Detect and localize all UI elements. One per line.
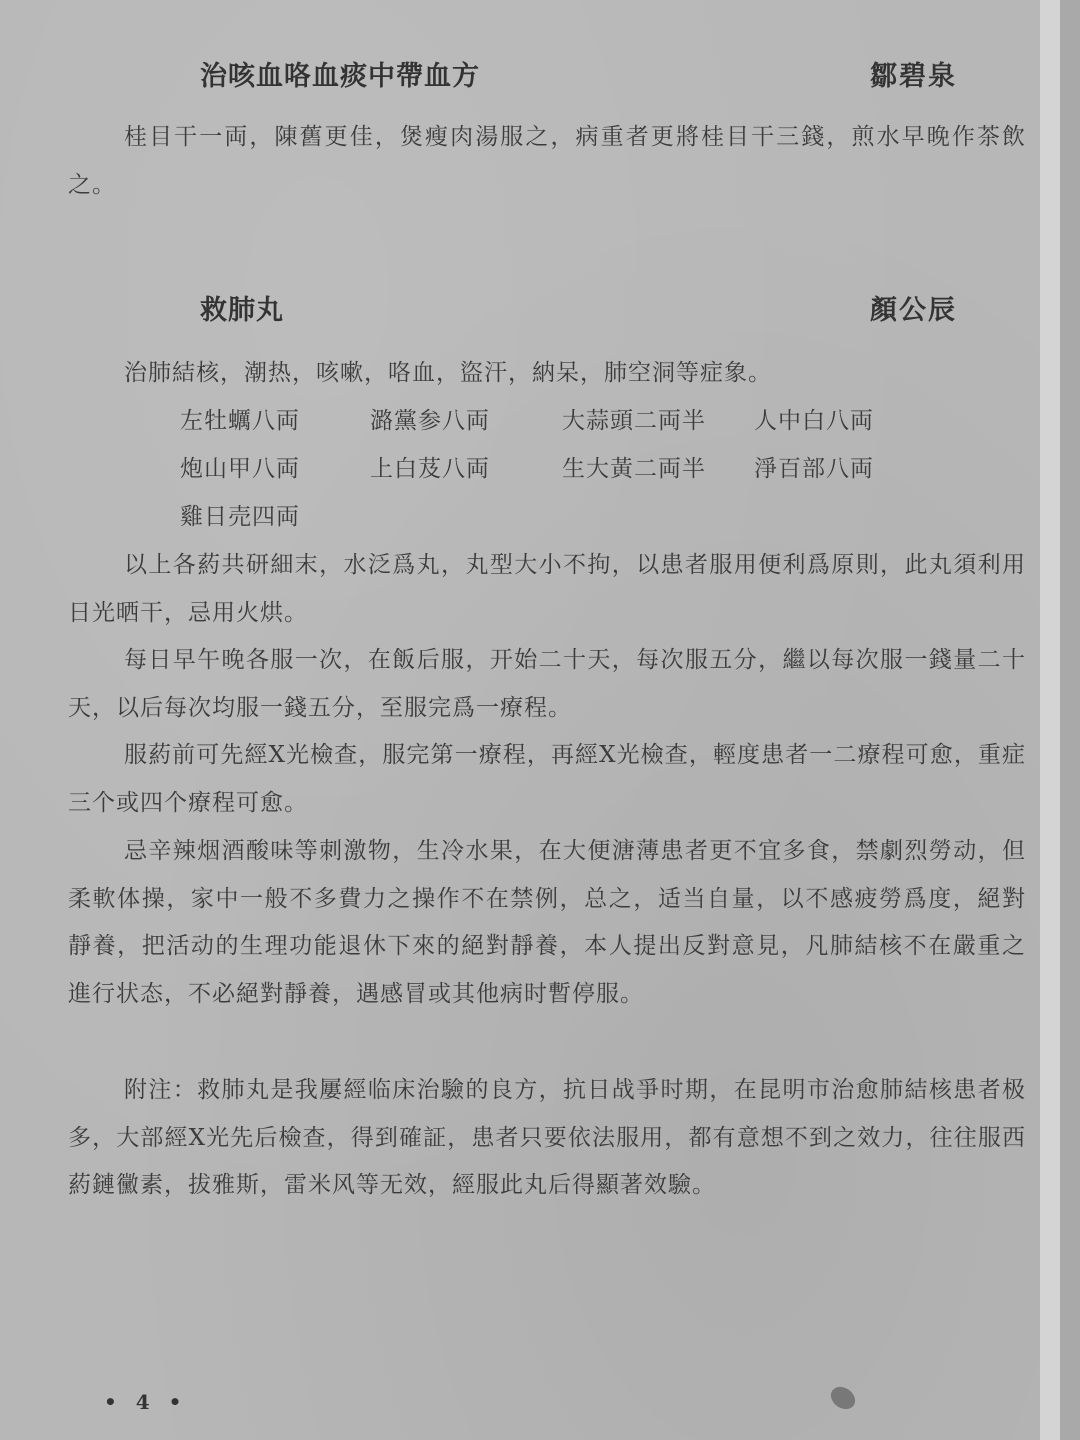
page-number: • 4 • <box>104 1390 188 1414</box>
paragraph-1: 桂目干一両，陳舊更佳，煲瘦肉湯服之，病重者更將桂目干三錢，煎水早晚作茶飲之。 <box>68 124 1026 198</box>
herb-item: 大蒜頭二両半 <box>562 408 706 434</box>
author-name-1: 鄒碧泉 <box>870 61 957 92</box>
paragraph-dosage: 每日早午晚各服一次，在飯后服，开始二十天，每次服五分，繼以每次服一錢量二十天，以后每次均服一錢五分，至服完爲一療程。 <box>68 647 1026 721</box>
paragraph-note: 附注：救肺丸是我屢經临床治驗的良方，抗日战爭时期，在昆明市治愈肺結核患者极多，大部經X光先后檢查，得到確証，患者只要依法服用，都有意想不到之效力，往往服西葯鏈黴素，拔雅斯，雷米风等无效，經服此丸后得顯著效驗。 <box>68 1077 1026 1198</box>
indications-paragraph: 治肺結核，潮热，咳嗽，咯血，盜汗，納呆，肺空洞等症象。 <box>124 360 772 386</box>
herb-item: 左牡蠣八両 <box>180 408 300 434</box>
herb-item: 人中白八両 <box>754 408 874 434</box>
herb-item: 潞黨参八両 <box>370 408 490 434</box>
page-edge <box>1040 0 1060 1440</box>
paragraph-preparation: 以上各葯共研細末，水泛爲丸，丸型大小不拘，以患者服用便利爲原則，此丸須利用日光晒干，忌用火烘。 <box>68 552 1026 626</box>
prescription-title-2: 救肺丸 <box>200 295 284 326</box>
paragraph-xray: 服葯前可先經X光檢查，服完第一療程，再經X光檢查，輕度患者一二療程可愈，重症三个或四个療程可愈。 <box>68 742 1026 816</box>
prescription-title-1: 治咳血咯血痰中帶血方 <box>200 61 480 92</box>
herb-item: 雞日売四両 <box>180 504 300 530</box>
paragraph-precautions: 忌辛辣烟酒酸味等刺激物，生冷水果，在大便溏薄患者更不宜多食，禁劇烈勞动，但柔軟体操，家中一般不多費力之操作不在禁例，总之，适当自量，以不感疲勞爲度，絕對靜養，把活动的生理功能退休下來的絕對靜養，本人提出反對意見，凡肺結核不在嚴重之進行状态，不必絕對靜養，遇感冒或其他病时暫停服。 <box>68 838 1026 1007</box>
herb-item: 淨百部八両 <box>754 456 874 482</box>
ink-smudge <box>827 1382 860 1413</box>
herb-item: 生大黃二両半 <box>562 456 706 482</box>
herb-item: 炮山甲八両 <box>180 456 300 482</box>
herb-item: 上白芨八両 <box>370 456 490 482</box>
author-name-2: 顏公辰 <box>870 295 957 326</box>
